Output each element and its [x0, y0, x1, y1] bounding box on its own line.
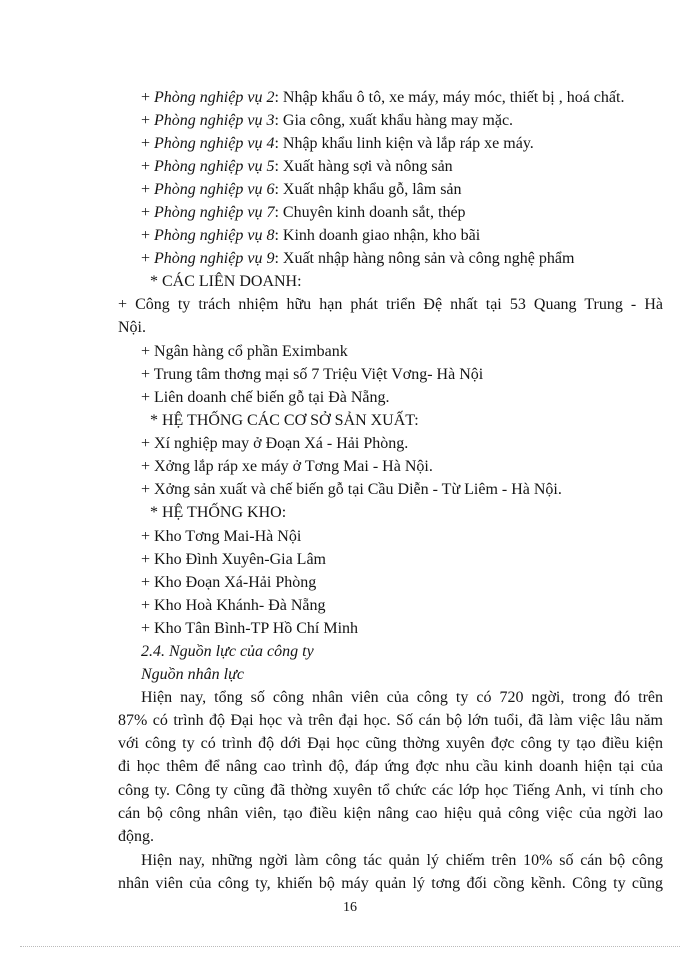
joint-venture-item: + Trung tâm thơng mại số 7 Triệu Việt Vơng- Hà Nội	[141, 366, 484, 383]
page-number: 16	[343, 900, 357, 915]
department-item: + Phòng nghiệp vụ 9: Xuất nhập hàng nông sản và công nghệ phẩm	[141, 250, 575, 267]
department-item: + Phòng nghiệp vụ 6: Xuất nhập khẩu gỗ, lâm sản	[141, 181, 462, 198]
production-item: + Xởng lắp ráp xe máy ở Tơng Mai - Hà Nội.	[141, 458, 433, 475]
paragraph-line: cán bộ công nhân viên, tạo điều kiện nâng cao hiệu quả công việc của ngời lao	[118, 805, 663, 822]
joint-venture-item: + Công ty trách nhiệm hữu hạn phát triển Đệ nhất tại 53 Quang Trung - Hà	[118, 296, 663, 313]
department-item: + Phòng nghiệp vụ 8: Kinh doanh giao nhận, kho bãi	[141, 227, 481, 244]
paragraph-line: nhân viên của công ty, khiến bộ máy quản lý tơng đối cồng kềnh. Công ty cũng	[118, 875, 663, 892]
section-subheading: Nguồn nhân lực	[141, 666, 244, 683]
paragraph-line: đi học thêm để nâng cao trình độ, đáp ứng đợc nhu cầu kinh doanh hiện tại của	[118, 758, 663, 775]
warehouse-item: + Kho Đình Xuyên-Gia Lâm	[141, 551, 326, 568]
department-item: + Phòng nghiệp vụ 3: Gia công, xuất khẩu hàng may mặc.	[141, 112, 514, 129]
department-item: + Phòng nghiệp vụ 2: Nhập khẩu ô tô, xe máy, máy móc, thiết bị , hoá chất.	[141, 89, 625, 106]
paragraph-line: Hiện nay, tổng số công nhân viên của công ty có 720 ngời, trong đó trên	[141, 689, 663, 706]
section-heading: 2.4. Nguồn lực của công ty	[141, 643, 314, 660]
warehouse-item: + Kho Tơng Mai-Hà Nội	[141, 528, 302, 545]
department-item: + Phòng nghiệp vụ 4: Nhập khẩu linh kiện và lắp ráp xe máy.	[141, 135, 534, 152]
joint-venture-item: + Liên doanh chế biến gỗ tại Đà Nẵng.	[141, 389, 390, 406]
warehouse-item: + Kho Đoạn Xá-Hải Phòng	[141, 574, 317, 591]
department-item: + Phòng nghiệp vụ 7: Chuyên kinh doanh sắt, thép	[141, 204, 466, 221]
production-item: + Xí nghiệp may ở Đoạn Xá - Hải Phòng.	[141, 435, 409, 452]
paragraph-line: với công ty có trình độ dới Đại học cũng thờng xuyên đợc công ty tạo điều kiện	[118, 735, 663, 752]
page-footer-divider	[20, 946, 680, 947]
department-item: + Phòng nghiệp vụ 5: Xuất hàng sợi và nông sản	[141, 158, 453, 175]
paragraph-line: công ty. Công ty cũng đã thờng xuyên tổ chức các lớp học Tiếng Anh, vi tính cho	[118, 782, 663, 799]
joint-ventures-heading: * CÁC LIÊN DOANH:	[150, 273, 302, 290]
paragraph-line: động.	[118, 828, 154, 845]
warehouses-heading: * HỆ THỐNG KHO:	[150, 504, 287, 521]
production-item: + Xởng sản xuất và chế biến gỗ tại Cầu Diễn - Từ Liêm - Hà Nội.	[141, 481, 562, 498]
paragraph-line: Hiện nay, những ngời làm công tác quản lý chiếm trên 10% số cán bộ công	[141, 852, 663, 869]
paragraph-line: 87% có trình độ Đại học và trên đại học. Số cán bộ lớn tuổi, đã làm việc lâu năm	[118, 712, 663, 729]
joint-venture-item: + Ngân hàng cổ phần Eximbank	[141, 343, 348, 360]
warehouse-item: + Kho Tân Bình-TP Hồ Chí Minh	[141, 620, 359, 637]
joint-venture-item-continued: Nội.	[118, 319, 146, 336]
production-heading: * HỆ THỐNG CÁC CƠ SỞ SẢN XUẤT:	[150, 412, 419, 429]
warehouse-item: + Kho Hoà Khánh- Đà Nẵng	[141, 597, 326, 614]
